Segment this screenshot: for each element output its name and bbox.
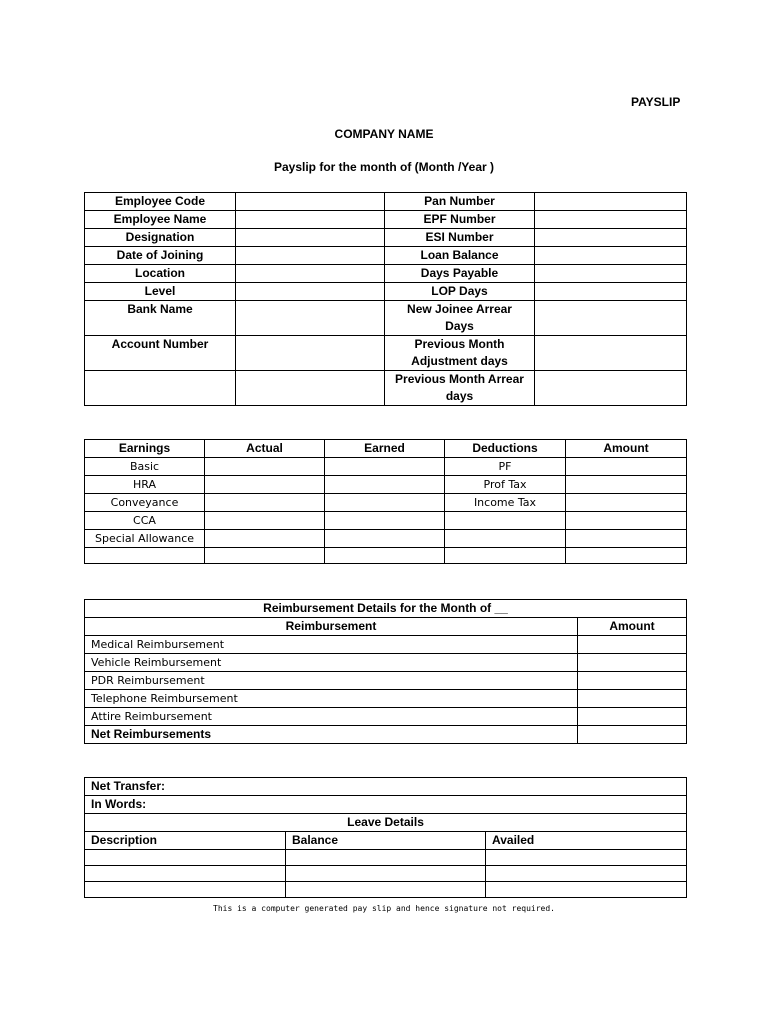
table-row bbox=[85, 494, 687, 512]
amount-cell bbox=[578, 708, 687, 726]
leave-cell bbox=[486, 882, 687, 898]
earned-cell bbox=[325, 512, 445, 530]
value-date-of-joining bbox=[236, 247, 385, 265]
reimb-pdr: PDR Reimbursement bbox=[85, 672, 578, 690]
label-location: Location bbox=[85, 265, 236, 283]
deduction-empty bbox=[445, 548, 566, 564]
value-account-number bbox=[236, 336, 385, 371]
header-availed: Availed bbox=[486, 832, 687, 850]
company-name-text: COMPANY NAME bbox=[334, 127, 434, 141]
reimb-attire: Attire Reimbursement bbox=[85, 708, 578, 726]
label-date-of-joining: Date of Joining bbox=[85, 247, 236, 265]
value-previous-month-arrear-days bbox=[535, 371, 687, 406]
header-earned: Earned bbox=[325, 440, 445, 458]
value-designation bbox=[236, 229, 385, 247]
table-row bbox=[85, 512, 687, 530]
in-words-label: In Words: bbox=[85, 796, 687, 814]
amount-cell bbox=[566, 476, 687, 494]
value-loan-balance bbox=[535, 247, 687, 265]
leave-cell bbox=[85, 866, 286, 882]
reimb-net: Net Reimbursements bbox=[85, 726, 578, 744]
earning-hra: HRA bbox=[85, 476, 205, 494]
leave-details-title: Leave Details bbox=[85, 814, 687, 832]
earning-cca: CCA bbox=[85, 512, 205, 530]
table-row bbox=[85, 882, 687, 898]
value-empty bbox=[236, 371, 385, 406]
actual-cell bbox=[205, 494, 325, 512]
value-employee-code bbox=[236, 193, 385, 211]
label-bank-name: Bank Name bbox=[85, 301, 236, 336]
label-new-joinee-arrear-days: New Joinee Arrear Days bbox=[385, 301, 535, 336]
amount-cell bbox=[578, 672, 687, 690]
table-row bbox=[85, 636, 687, 654]
deduction-prof-tax: Prof Tax bbox=[445, 476, 566, 494]
label-empty bbox=[85, 371, 236, 406]
value-location bbox=[236, 265, 385, 283]
header-amount: Amount bbox=[566, 440, 687, 458]
earning-basic: Basic bbox=[85, 458, 205, 476]
actual-cell bbox=[205, 458, 325, 476]
value-new-joinee-arrear-days bbox=[535, 301, 687, 336]
doc-title: PAYSLIP bbox=[631, 95, 681, 109]
header-actual: Actual bbox=[205, 440, 325, 458]
leave-cell bbox=[85, 882, 286, 898]
value-bank-name bbox=[236, 301, 385, 336]
header-deductions: Deductions bbox=[445, 440, 566, 458]
deduction-empty bbox=[445, 530, 566, 548]
table-row bbox=[85, 726, 687, 744]
label-previous-month-arrear-days: Previous Month Arrear days bbox=[385, 371, 535, 406]
label-epf-number: EPF Number bbox=[385, 211, 535, 229]
label-days-payable: Days Payable bbox=[385, 265, 535, 283]
earning-empty bbox=[85, 548, 205, 564]
earning-conveyance: Conveyance bbox=[85, 494, 205, 512]
label-esi-number: ESI Number bbox=[385, 229, 535, 247]
header-earnings: Earnings bbox=[85, 440, 205, 458]
footer-note: This is a computer generated pay slip and hence signature not required. bbox=[213, 904, 555, 913]
table-row bbox=[85, 458, 687, 476]
value-epf-number bbox=[535, 211, 687, 229]
amount-cell bbox=[566, 512, 687, 530]
reimb-medical: Medical Reimbursement bbox=[85, 636, 578, 654]
label-previous-month-adjustment-days: Previous Month Adjustment days bbox=[385, 336, 535, 371]
amount-cell bbox=[566, 530, 687, 548]
transfer-leave-table bbox=[84, 777, 687, 898]
label-level: Level bbox=[85, 283, 236, 301]
net-transfer-label: Net Transfer: bbox=[85, 778, 687, 796]
table-row bbox=[85, 654, 687, 672]
reimb-telephone: Telephone Reimbursement bbox=[85, 690, 578, 708]
actual-cell bbox=[205, 512, 325, 530]
earning-special-allowance: Special Allowance bbox=[85, 530, 205, 548]
reimbursement-title: Reimbursement Details for the Month of __ bbox=[85, 600, 687, 618]
earned-cell bbox=[325, 458, 445, 476]
earned-cell bbox=[325, 476, 445, 494]
header-reimbursement-amount: Amount bbox=[578, 618, 687, 636]
header-balance: Balance bbox=[286, 832, 486, 850]
leave-cell bbox=[286, 882, 486, 898]
value-previous-month-adjustment-days bbox=[535, 336, 687, 371]
leave-cell bbox=[486, 866, 687, 882]
amount-cell bbox=[578, 654, 687, 672]
value-employee-name bbox=[236, 211, 385, 229]
earnings-deductions-table bbox=[84, 439, 687, 564]
deduction-pf: PF bbox=[445, 458, 566, 476]
value-esi-number bbox=[535, 229, 687, 247]
deduction-income-tax: Income Tax bbox=[445, 494, 566, 512]
amount-cell bbox=[566, 458, 687, 476]
reimbursement-table bbox=[84, 599, 687, 744]
label-designation: Designation bbox=[85, 229, 236, 247]
reimb-vehicle: Vehicle Reimbursement bbox=[85, 654, 578, 672]
table-row bbox=[85, 708, 687, 726]
value-level bbox=[236, 283, 385, 301]
company-name bbox=[0, 127, 768, 141]
label-employee-code: Employee Code bbox=[85, 193, 236, 211]
actual-cell bbox=[205, 548, 325, 564]
table-row bbox=[85, 866, 687, 882]
amount-cell bbox=[566, 548, 687, 564]
employee-info-table bbox=[84, 192, 687, 406]
table-row bbox=[85, 476, 687, 494]
header-description: Description bbox=[85, 832, 286, 850]
label-lop-days: LOP Days bbox=[385, 283, 535, 301]
payslip-subtitle: Payslip for the month of (Month /Year ) bbox=[273, 160, 494, 174]
value-lop-days bbox=[535, 283, 687, 301]
amount-cell bbox=[578, 636, 687, 654]
table-row bbox=[85, 690, 687, 708]
earned-cell bbox=[325, 530, 445, 548]
actual-cell bbox=[205, 530, 325, 548]
table-row bbox=[85, 530, 687, 548]
deduction-empty bbox=[445, 512, 566, 530]
label-pan-number: Pan Number bbox=[385, 193, 535, 211]
header-reimbursement: Reimbursement bbox=[85, 618, 578, 636]
label-loan-balance: Loan Balance bbox=[385, 247, 535, 265]
amount-cell bbox=[578, 690, 687, 708]
amount-cell bbox=[566, 494, 687, 512]
table-row bbox=[85, 548, 687, 564]
label-employee-name: Employee Name bbox=[85, 211, 236, 229]
leave-cell bbox=[286, 866, 486, 882]
label-account-number: Account Number bbox=[85, 336, 236, 371]
leave-cell bbox=[85, 850, 286, 866]
table-row bbox=[85, 672, 687, 690]
actual-cell bbox=[205, 476, 325, 494]
amount-cell bbox=[578, 726, 687, 744]
leave-cell bbox=[286, 850, 486, 866]
leave-cell bbox=[486, 850, 687, 866]
value-pan-number bbox=[535, 193, 687, 211]
earned-cell bbox=[325, 548, 445, 564]
earned-cell bbox=[325, 494, 445, 512]
value-days-payable bbox=[535, 265, 687, 283]
table-row bbox=[85, 850, 687, 866]
